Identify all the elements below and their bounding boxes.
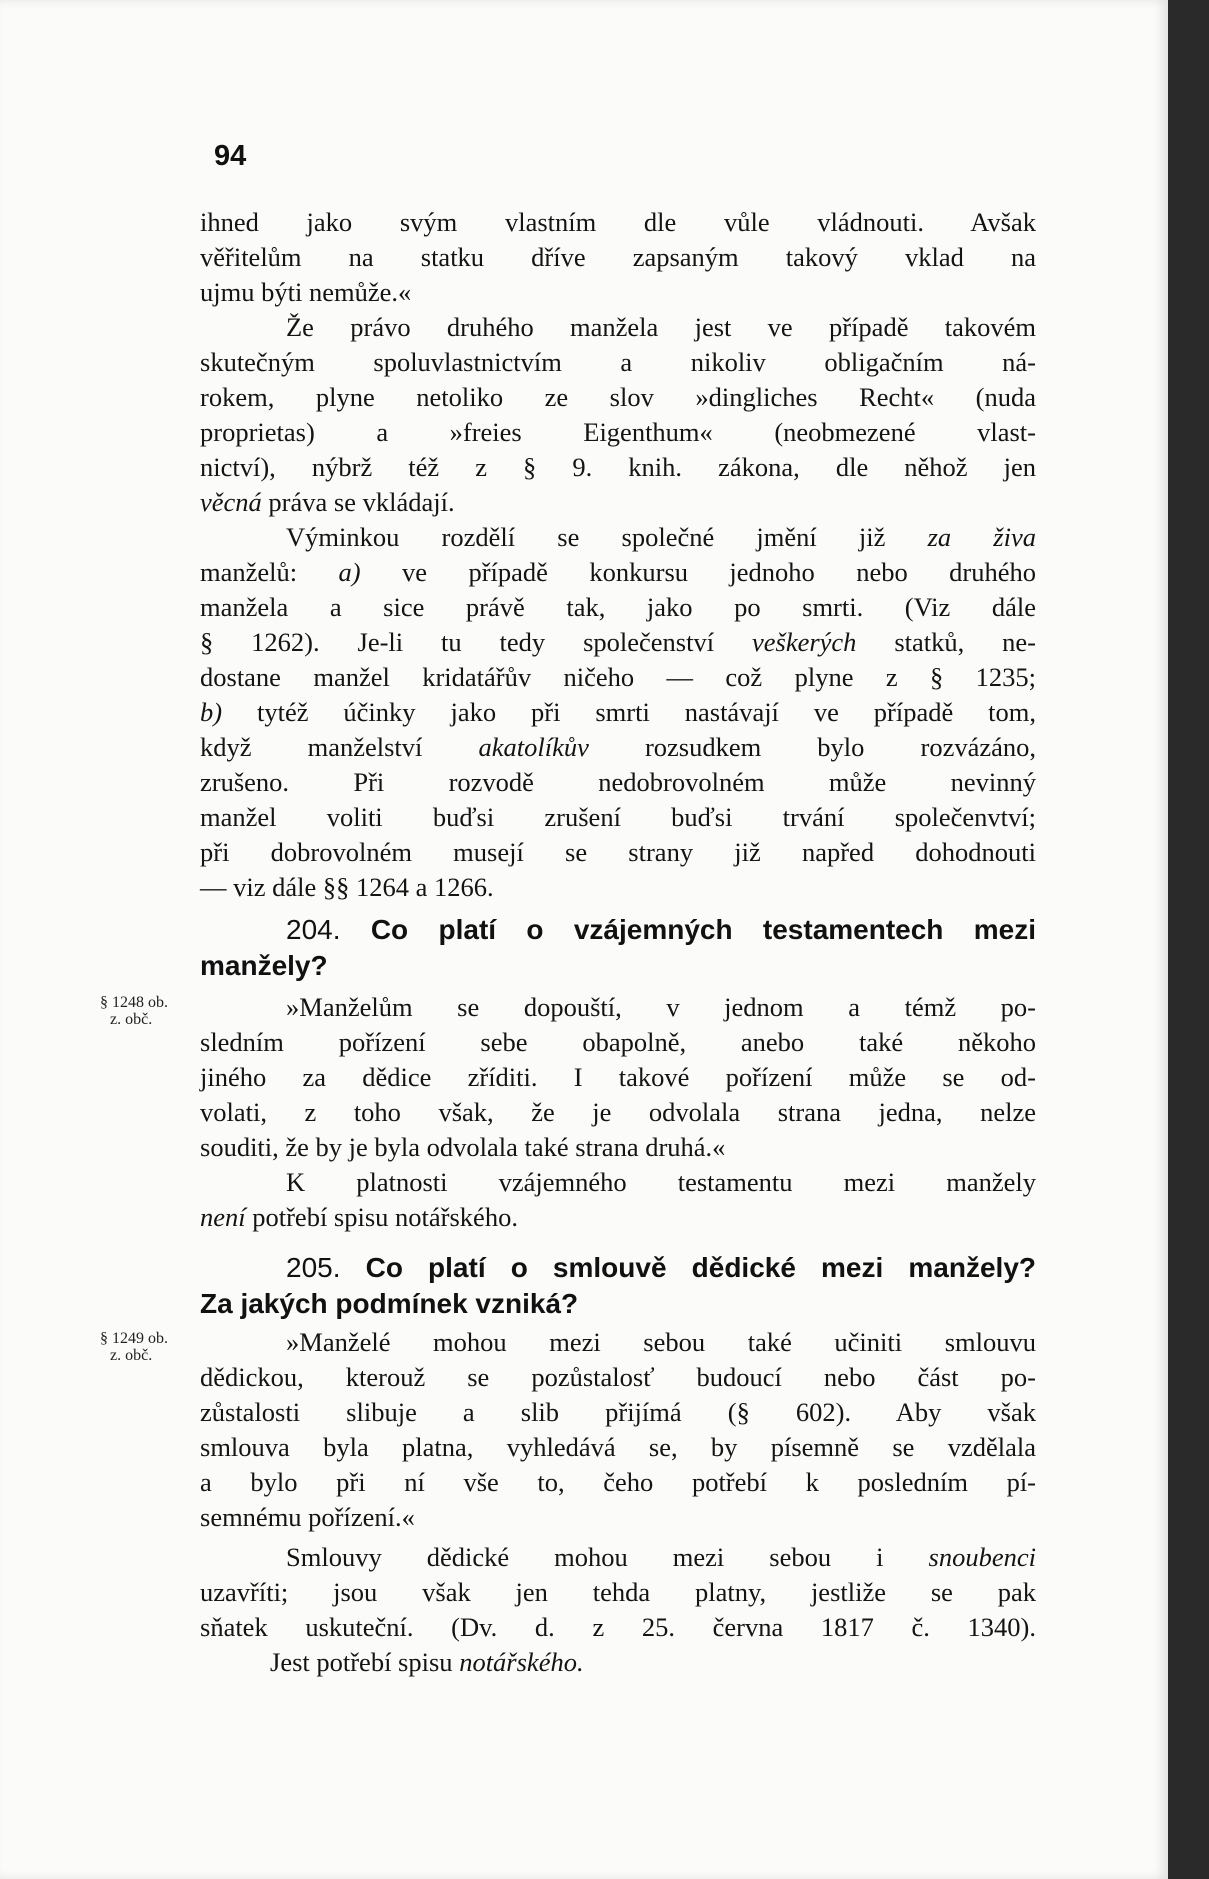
text-fragment: rozsudkem bylo rozvázáno, — [588, 732, 1036, 762]
text-line: věřitelům na statku dříve zapsaným takový vklad na — [200, 242, 1036, 272]
section-number: 204. — [286, 914, 341, 945]
text-fragment: Výminkou rozdělí se společné jmění již — [286, 522, 928, 552]
heading-line — [200, 1250, 1036, 1286]
margin-reference-1249 — [100, 1330, 200, 1364]
text-line — [200, 695, 1036, 730]
italic-term: b) — [200, 697, 223, 727]
text-line: ihned jako svým vlastním dle vůle vládnouti. Avšak — [200, 207, 1036, 237]
text-line: K platnosti vzájemného testamentu mezi manžely — [286, 1167, 1036, 1197]
text-fragment: manželů: — [200, 557, 339, 587]
italic-term: a) — [338, 557, 361, 587]
text-fragment: když manželství — [200, 732, 479, 762]
text-line: a bylo při ní vše to, čeho potřebí k posledním pí- — [200, 1467, 1036, 1497]
text-line: při dobrovolném musejí se strany již napřed dohodnouti — [200, 837, 1036, 867]
text-line: sňatek uskuteční. (Dv. d. z 25. června 1817 č. 1340). — [200, 1612, 1036, 1642]
text-line: semnému pořízení.« — [200, 1502, 415, 1532]
text-line: dostane manžel kridatářův ničeho — což plyne z § 1235; — [200, 662, 1036, 692]
italic-term: za živa — [927, 522, 1036, 552]
heading-text: Co platí o vzájemných testamentech mezi — [340, 914, 1036, 945]
text-fragment: Smlouvy dědické mohou mezi sebou i — [286, 1542, 929, 1572]
text-line: uzavříti; jsou však jen tehda platny, jestliže se pak — [200, 1577, 1036, 1607]
italic-term: není — [200, 1202, 246, 1232]
text-line: Že právo druhého manžela jest ve případě takovém — [286, 312, 1036, 342]
margin-reference-line: z. obč. — [110, 1347, 153, 1364]
text-fragment: Jest potřebí spisu — [270, 1647, 460, 1677]
text-line: »Manželé mohou mezi sebou také učiniti smlouvu — [286, 1327, 1036, 1357]
italic-term: akatolíkův — [478, 732, 589, 762]
text-line — [200, 730, 1036, 765]
text-line: smlouva byla platna, vyhledává se, by písemně se vzdělala — [200, 1432, 1036, 1462]
section-heading-204 — [200, 912, 1036, 984]
italic-term: snoubenci — [928, 1542, 1036, 1572]
text-line: volati, z toho však, že je odvolala strana jedna, nelze — [200, 1097, 1036, 1127]
italic-term: věcná — [200, 487, 262, 517]
text-fragment: § 1262). Je-li tu tedy společenství — [200, 627, 752, 657]
margin-reference-line: z. obč. — [110, 1011, 153, 1028]
text-fragment: tytéž účinky jako při smrti nastávají ve případě tom, — [222, 697, 1036, 727]
text-line: »Manželům se dopouští, v jednom a témž po- — [286, 992, 1036, 1022]
text-line: souditi, že by je byla odvolala také strana druhá.« — [200, 1132, 726, 1162]
text-line: zrušeno. Při rozvodě nedobrovolném může nevinný — [200, 767, 1036, 797]
margin-reference-1248 — [100, 994, 200, 1028]
heading-line — [200, 912, 1036, 948]
text-fragment: potřebí spisu notářského. — [245, 1202, 518, 1232]
paragraph-division — [200, 520, 1036, 905]
margin-reference-line: § 1248 ob. — [100, 994, 168, 1011]
paragraph-fiances — [200, 1540, 1036, 1680]
text-line: — viz dále §§ 1264 a 1266. — [200, 872, 494, 902]
paragraph-coownership — [200, 310, 1036, 520]
section-heading-205 — [200, 1250, 1036, 1322]
paragraph-mutual-testament — [200, 990, 1036, 1235]
page-number: 94 — [214, 140, 247, 172]
text-line — [200, 1540, 1036, 1575]
text-line: nictví), nýbrž též z § 9. knih. zákona, dle něhož jen — [200, 452, 1036, 482]
italic-term: notářského. — [459, 1647, 584, 1677]
text-line — [200, 555, 1036, 590]
margin-reference-line: § 1249 ob. — [100, 1330, 168, 1347]
heading-line: Za jakých podmínek vzniká? — [200, 1288, 579, 1319]
text-line — [200, 520, 1036, 555]
text-line — [200, 625, 1036, 660]
text-line: manžel voliti buďsi zrušení buďsi trvání společenvtví; — [200, 802, 1036, 832]
text-line: dědickou, kterouž se pozůstalosť budoucí nebo část po- — [200, 1362, 1036, 1392]
section-number: 205. — [286, 1252, 341, 1283]
text-line: rokem, plyne netoliko ze slov »dingliches Recht« (nuda — [200, 382, 1036, 412]
text-line: manžela a sice právě tak, jako po smrti. (Viz dále — [200, 592, 1036, 622]
text-line: jiného za dědice zříditi. I takové pořízení může se od- — [200, 1062, 1036, 1092]
text-line: ujmu býti nemůže.« — [200, 277, 412, 307]
italic-term: veškerých — [751, 627, 857, 657]
text-line: proprietas) a »freies Eigenthum« (neobmezené vlast- — [200, 417, 1036, 447]
text-line: sledním pořízení sebe obapolně, anebo také někoho — [200, 1027, 1036, 1057]
text-fragment: statků, ne- — [856, 627, 1037, 657]
text-fragment: práva se vkládají. — [261, 487, 455, 517]
paragraph-continuation — [200, 205, 1036, 310]
text-line: skutečným spoluvlastnictvím a nikoliv obligačním ná- — [200, 347, 1036, 377]
text-fragment: ve případě konkursu jednoho nebo druhého — [360, 557, 1036, 587]
text-line — [200, 1645, 1036, 1680]
paragraph-inheritance-contract — [200, 1325, 1036, 1535]
text-line — [200, 485, 1036, 520]
text-line: zůstalosti slibuje a slib přijímá (§ 602). Aby však — [200, 1397, 1036, 1427]
heading-line: manžely? — [200, 950, 328, 981]
heading-text: Co platí o smlouvě dědické mezi manžely? — [340, 1252, 1036, 1283]
text-line — [200, 1200, 1036, 1235]
